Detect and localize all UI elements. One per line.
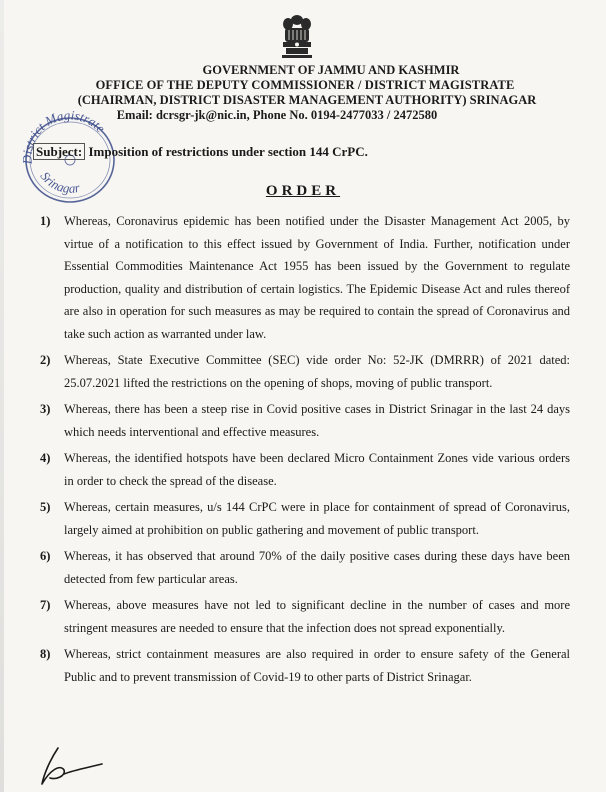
clause-number: 8) bbox=[40, 647, 51, 661]
svg-text:Srinagar: Srinagar bbox=[37, 168, 82, 196]
order-clause-3 bbox=[40, 398, 570, 443]
order-clauses bbox=[40, 210, 570, 692]
order-clause-2 bbox=[40, 349, 570, 394]
clause-text: Whereas, the identified hotspots have been declared Micro Containment Zones vide various orders in order to check the spread of the disease. bbox=[64, 451, 570, 488]
order-clause-1 bbox=[40, 210, 570, 345]
order-clause-5 bbox=[40, 496, 570, 541]
header-chairman: (CHAIRMAN, DISTRICT DISASTER MANAGEMENT AUTHORITY) SRINAGAR bbox=[77, 93, 537, 107]
svg-text:District Magistrate: District Magistrate bbox=[19, 108, 109, 165]
order-clause-6 bbox=[40, 545, 570, 590]
clause-text: Whereas, certain measures, u/s 144 CrPC were in place for containment of spread of Coronavirus, largely aimed at prohibition on public gathering and movement of public transport. bbox=[64, 500, 570, 537]
order-clause-4 bbox=[40, 447, 570, 492]
clause-number: 7) bbox=[40, 598, 51, 612]
clause-number: 5) bbox=[40, 500, 51, 514]
clause-number: 2) bbox=[40, 353, 51, 367]
clause-text: Whereas, State Executive Committee (SEC) vide order No: 52-JK (DMRRR) of 2021 dated: 25.07.2021 lifted the restrictions on the opening of shops, moving of public transport. bbox=[64, 353, 570, 390]
clause-number: 1) bbox=[40, 214, 51, 228]
order-clause-8 bbox=[40, 643, 570, 688]
clause-text: Whereas, above measures have not led to significant decline in the number of cases and more stringent measures are needed to ensure that the infection does not spread exponentially. bbox=[64, 598, 570, 635]
national-emblem-icon bbox=[276, 12, 318, 60]
header-government: GOVERNMENT OF JAMMU AND KASHMIR bbox=[202, 63, 460, 77]
clause-number: 4) bbox=[40, 451, 51, 465]
clause-number: 6) bbox=[40, 549, 51, 563]
order-title: ORDER bbox=[265, 183, 341, 199]
header-office: OFFICE OF THE DEPUTY COMMISSIONER / DISTRICT MAGISTRATE bbox=[95, 78, 515, 92]
header-contact: Email: dcrsgr-jk@nic.in, Phone No. 0194-2477033 / 2472580 bbox=[116, 108, 438, 122]
subject-text: Imposition of restrictions under section 144 CrPC. bbox=[88, 144, 368, 159]
order-clause-7 bbox=[40, 594, 570, 639]
clause-number: 3) bbox=[40, 402, 51, 416]
clause-text: Whereas, there has been a steep rise in Covid positive cases in District Srinagar in the last 24 days which needs interventional and effective measures. bbox=[64, 402, 570, 439]
clause-text: Whereas, it has observed that around 70% of the daily positive cases during these days have been detected from few particular areas. bbox=[64, 549, 570, 586]
clause-text: Whereas, strict containment measures are also required in order to ensure safety of the General Public and to prevent transmission of Covid-19 to other parts of District Srinagar. bbox=[64, 647, 570, 684]
clause-text: Whereas, Coronavirus epidemic has been notified under the Disaster Management Act 2005, by virtue of a notification to this effect issued by Government of India. Further, notification under Essential Commodities Maintenance Act 1955 has been issued by the Government to regulate production, quality and distribution of certain logistics. The Epidemic Disease Act and rules thereof are also in operation for such measures as may be required to contain the spread of Coronavirus and take such action as warranted under law. bbox=[64, 214, 570, 341]
subject-label: Subject: bbox=[33, 143, 85, 160]
signature-mark bbox=[30, 740, 110, 790]
subject-line bbox=[33, 144, 368, 160]
